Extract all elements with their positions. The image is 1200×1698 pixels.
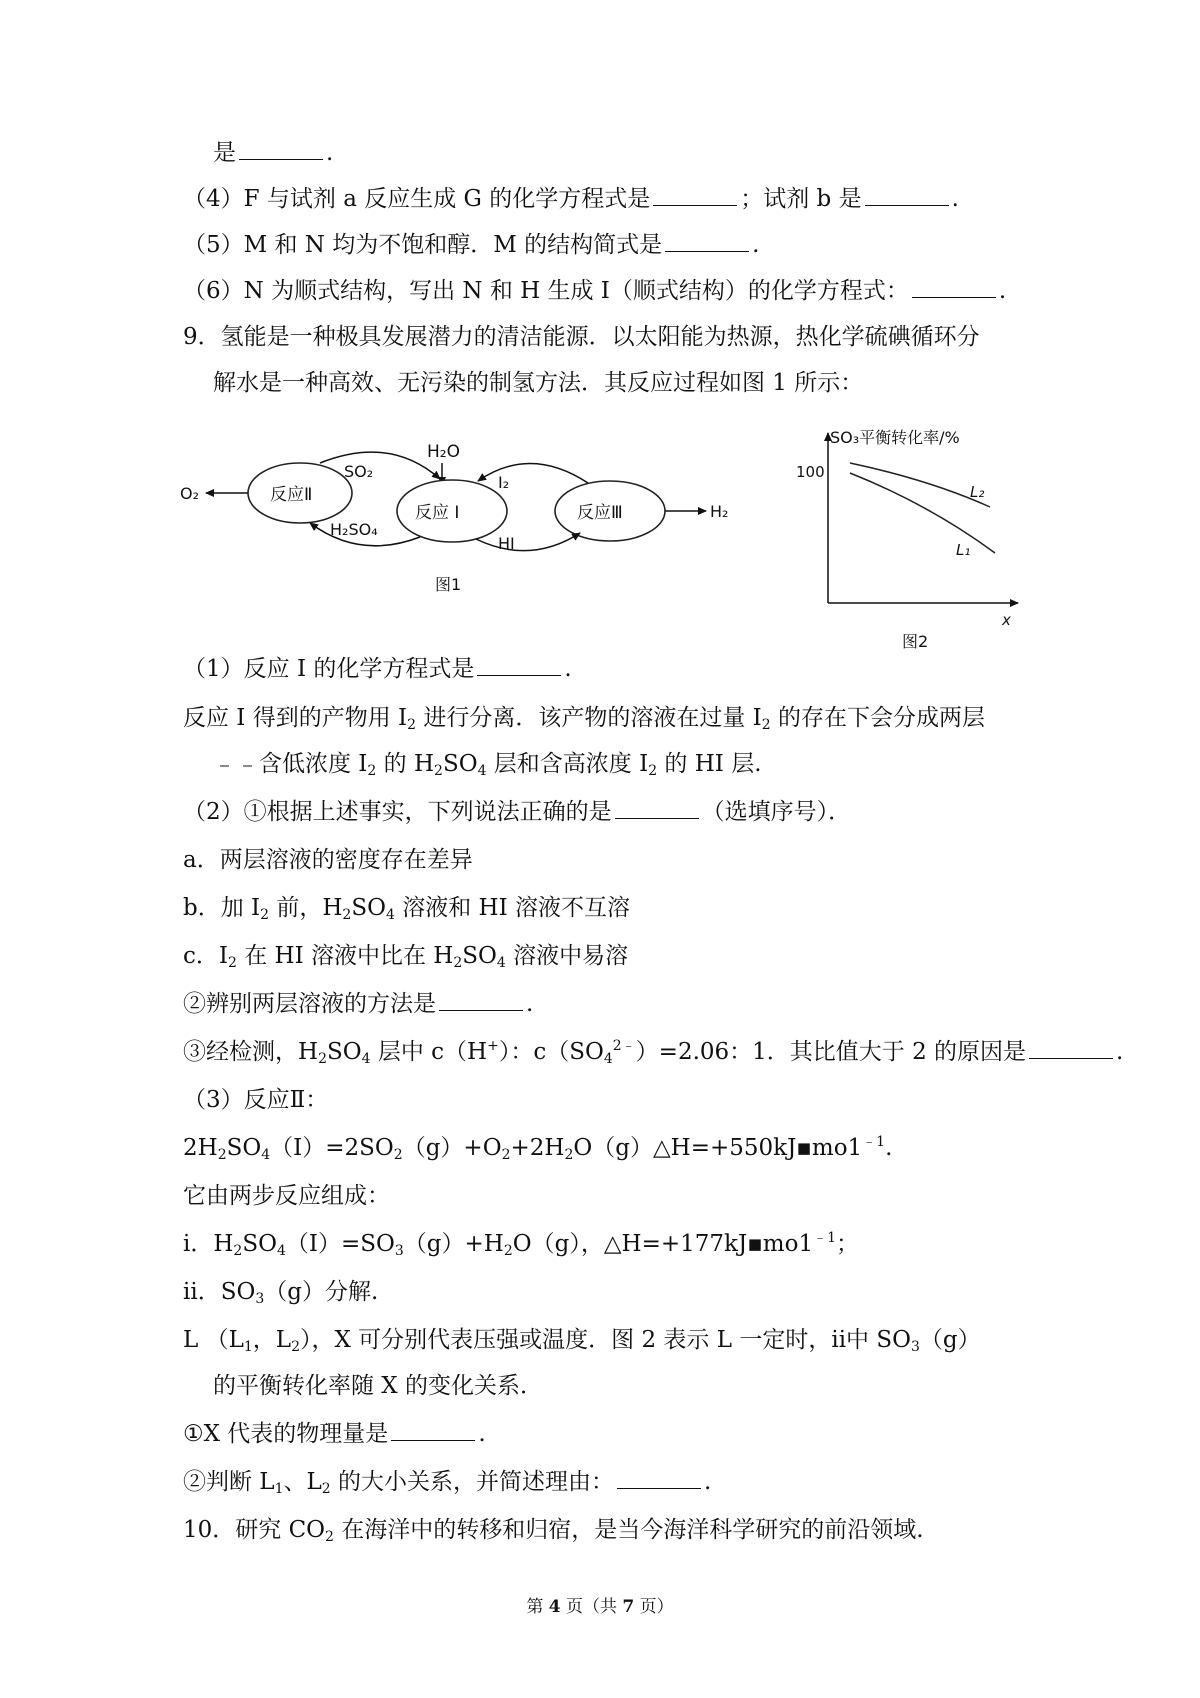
hi-label: HI (498, 534, 515, 553)
figure-2-conversion-graph (780, 425, 1020, 660)
i2-arrow (478, 463, 588, 483)
page-footer: 第 4 页（共 7 页） (526, 1597, 674, 1617)
separation-text-2: ﹣﹣含低浓度 $I_2$ 的 $H_2SO_4$ 层和含高浓度 $I_2$ 的 HI 层. (213, 751, 762, 779)
part-1: （1）反应 I 的化学方程式是 . (183, 656, 572, 682)
part-2-q1: （2）①根据上述事实，下列说法正确的是 （选填序号）． (183, 799, 852, 825)
reaction-2-equation: $2H_2SO_4(I)=2SO_2(g)+O_2+2H_2O(g)\triangle H=+550kJ▪mo1^{﹣1}$. (183, 1134, 893, 1163)
option-c: c．$I_2$ 在 HI 溶液中比在 $H_2SO_4$ 溶液中易溶 (183, 943, 629, 971)
curve-l2-label: L₂ (970, 483, 985, 501)
so2-label: SO₂ (344, 462, 374, 481)
reaction-3-label: 反应Ⅲ (577, 503, 623, 523)
answer-blank[interactable] (865, 185, 949, 206)
part-3-q1: ①X 代表的物理量是 . (183, 1421, 486, 1447)
answer-blank[interactable] (665, 231, 749, 252)
answer-blank[interactable] (239, 139, 323, 160)
step-i-equation: ⅰ．$H_2SO_4(I)=SO_3(g)+H_2O(g)$，$\triangle H=+177kJ▪mo1^{﹣1}$； (183, 1230, 860, 1259)
y-tick-100: 100 (796, 463, 825, 481)
i2-label: I₂ (498, 473, 510, 492)
question-9-stem-2: 解水是一种高效、无污染的制氢方法．其反应过程如图 1 所示： (213, 370, 864, 396)
answer-blank[interactable] (1029, 1038, 1113, 1059)
question-10-stem: 10．研究 $CO_2$ 在海洋中的转移和归宿，是当今海洋科学研究的前沿领域. (183, 1517, 924, 1545)
option-b: b．加 $I_2$ 前，$H_2SO_4$ 溶液和 HI 溶液不互溶 (183, 895, 630, 923)
x-axis-label: x (1002, 611, 1011, 629)
answer-blank[interactable] (477, 655, 561, 676)
answer-blank[interactable] (439, 990, 523, 1011)
answer-blank[interactable] (912, 277, 996, 298)
l-x-definition-2: 的平衡转化率随 X 的变化关系． (213, 1373, 543, 1399)
option-a: a．两层溶液的密度存在差异 (183, 847, 473, 873)
answer-line-3-end: 是 . (213, 140, 334, 166)
two-step-intro: 它由两步反应组成： (183, 1183, 390, 1209)
question-5: （5）M 和 N 均为不饱和醇．M 的结构简式是 . (183, 232, 760, 258)
figure-1-caption: 图1 (435, 575, 462, 594)
curve-l2 (850, 463, 990, 507)
answer-blank[interactable] (653, 185, 737, 206)
figure-1-reaction-cycle (180, 425, 740, 625)
y-axis-label: SO₃平衡转化率/% (830, 428, 960, 447)
hi-arrow (476, 533, 580, 551)
part-3-q2: ②判断 $L_1$、$L_2$ 的大小关系，并简述理由： . (183, 1469, 712, 1497)
answer-blank[interactable] (615, 798, 699, 819)
part-3-heading: （3）反应Ⅱ： (183, 1087, 329, 1113)
answer-blank[interactable] (617, 1468, 701, 1489)
h2-label: H₂ (710, 502, 729, 521)
h2so4-label: H₂SO₄ (330, 520, 378, 539)
question-6: （6）N 为顺式结构，写出 N 和 H 生成 I（顺式结构）的化学方程式： . (183, 278, 1007, 304)
separation-text-1: 反应 I 得到的产物用 $I_2$ 进行分离．该产物的溶液在过量 $I_2$ 的存在下会分成两层 (183, 705, 985, 733)
o2-label: O₂ (180, 484, 200, 503)
part-2-q3: ③经检测，$H_2SO_4$ 层中 c（H+）：$c(SO_4^{2﹣})=2.06$：1．其比值大于 2 的原因是 . (183, 1038, 1124, 1067)
figure-2-caption: 图2 (902, 632, 929, 651)
part-2-q2: ②辨别两层溶液的方法是 . (183, 991, 534, 1017)
step-ii-equation: ⅱ．$SO_3(g)$分解. (183, 1279, 379, 1307)
l-x-definition-1: L （$L_1$，$L_2$），X 可分别代表压强或温度．图 2 表示 L 一定时，ⅱ中 $SO_3(g)$ (183, 1327, 981, 1355)
reaction-2-label: 反应Ⅱ (270, 485, 313, 505)
answer-blank[interactable] (391, 1420, 475, 1441)
question-4: （4）F 与试剂 a 反应生成 G 的化学方程式是 ；试剂 b 是 . (183, 186, 959, 212)
curve-l1-label: L₁ (956, 541, 971, 559)
h2o-label: H₂O (427, 442, 460, 462)
question-9-stem-1: 9．氢能是一种极具发展潜力的清洁能源．以太阳能为热源，热化学硫碘循环分 (183, 324, 980, 350)
reaction-1-label: 反应 I (415, 503, 460, 523)
